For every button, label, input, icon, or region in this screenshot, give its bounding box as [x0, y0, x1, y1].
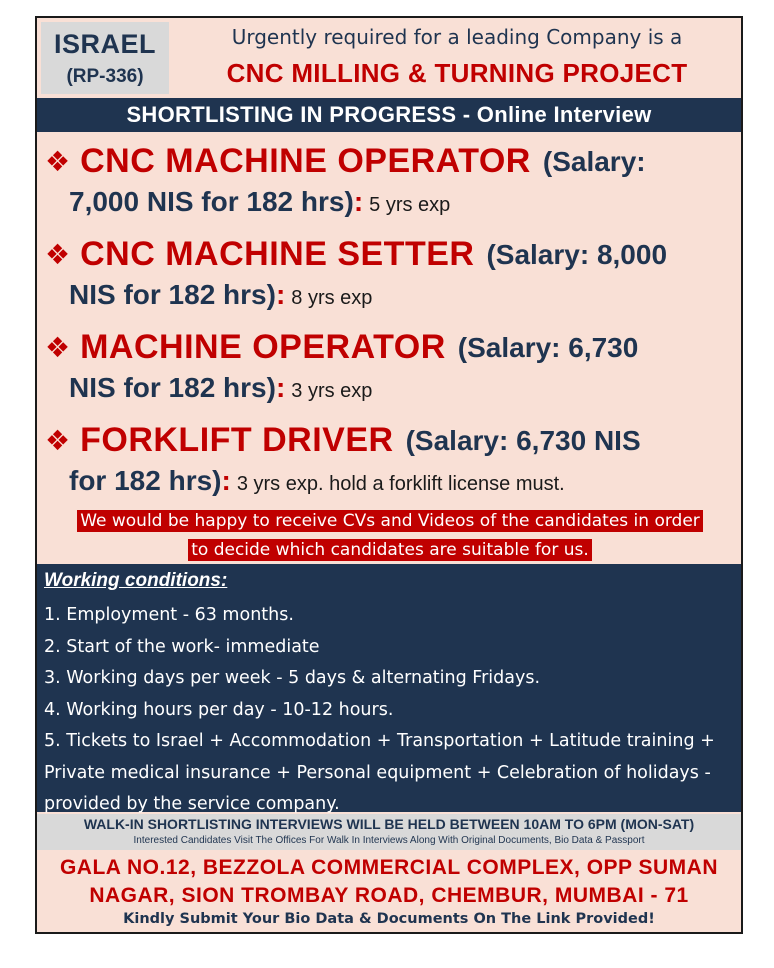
job-title: CNC MACHINE SETTER: [80, 235, 475, 273]
job-salary-continued: for 182 hrs): [69, 465, 222, 496]
diamond-bullet-icon: ❖: [45, 331, 71, 364]
job-experience: 3 yrs exp. hold a forklift license must.: [236, 473, 565, 495]
country-badge: [41, 22, 169, 94]
job-experience: 5 yrs exp: [369, 194, 451, 216]
condition-item: 5. Tickets to Israel + Accommodation + Transportation + Latitude training + Private medical insurance + Personal equipment + Celebration of holidays - provided by the service company.: [44, 731, 715, 814]
job-title: FORKLIFT DRIVER: [80, 421, 394, 459]
job-salary-continued: NIS for 182 hrs): [69, 279, 276, 310]
notice-line-1: We would be happy to receive CVs and Videos of the candidates in order: [77, 510, 703, 532]
job-salary-continued: 7,000 NIS for 182 hrs): [69, 186, 354, 217]
conditions-heading: Working conditions:: [44, 570, 228, 591]
walkin-title: WALK-IN SHORTLISTING INTERVIEWS WILL BE HELD BETWEEN 10AM TO 6PM (MON-SAT): [83, 816, 695, 832]
office-address: [43, 854, 735, 910]
job-colon: :: [353, 186, 364, 217]
address-line-2: NAGAR, SION TROMBAY ROAD, CHEMBUR, MUMBAI - 71: [89, 884, 689, 907]
reference-number: (RP-336): [66, 66, 144, 87]
job-salary: (Salary: 6,730: [457, 331, 639, 363]
diamond-bullet-icon: ❖: [45, 238, 71, 271]
diamond-bullet-icon: ❖: [45, 424, 71, 457]
job-salary: (Salary: 8,000: [486, 238, 668, 270]
job-list: [37, 136, 741, 508]
cv-notice: [47, 507, 733, 565]
submit-instruction: Kindly Submit Your Bio Data & Documents On The Link Provided!: [123, 911, 655, 927]
intro-text: Urgently required for a leading Company is a: [231, 25, 683, 49]
walkin-info: [37, 814, 741, 850]
address-line-1: GALA NO.12, BEZZOLA COMMERCIAL COMPLEX, OPP SUMAN: [59, 856, 719, 879]
walkin-subtitle: Interested Candidates Visit The Offices For Walk In Interviews Along With Original Documents, Bio Data & Passport: [133, 835, 645, 846]
job-experience: 3 yrs exp: [291, 380, 373, 402]
notice-line-2: to decide which candidates are suitable for us.: [188, 539, 592, 561]
job-poster: [35, 16, 743, 934]
project-title: CNC MILLING & TURNING PROJECT: [226, 58, 688, 88]
conditions-list: [44, 600, 734, 821]
job-item: [37, 229, 741, 322]
diamond-bullet-icon: ❖: [45, 145, 71, 178]
job-item: [37, 415, 741, 508]
job-salary: (Salary:: [542, 145, 646, 177]
job-colon: :: [275, 279, 286, 310]
job-item: [37, 322, 741, 415]
country-label: ISRAEL: [53, 29, 156, 59]
working-conditions: [37, 564, 741, 812]
job-title: CNC MACHINE OPERATOR: [80, 142, 531, 180]
condition-item: 3. Working days per week - 5 days & alternating Fridays.: [44, 668, 541, 688]
shortlisting-banner: SHORTLISTING IN PROGRESS - Online Interview: [37, 98, 741, 132]
job-colon: :: [275, 372, 286, 403]
job-salary: (Salary: 6,730 NIS: [405, 424, 641, 456]
condition-item: 4. Working hours per day - 10-12 hours.: [44, 699, 394, 720]
condition-item: 2. Start of the work- immediate: [44, 636, 320, 657]
job-title: MACHINE OPERATOR: [80, 328, 446, 366]
job-salary-continued: NIS for 182 hrs): [69, 372, 276, 403]
job-experience: 8 yrs exp: [291, 287, 373, 309]
job-colon: :: [221, 465, 231, 496]
job-item: [37, 136, 741, 229]
condition-item: 1. Employment - 63 months.: [44, 605, 294, 625]
